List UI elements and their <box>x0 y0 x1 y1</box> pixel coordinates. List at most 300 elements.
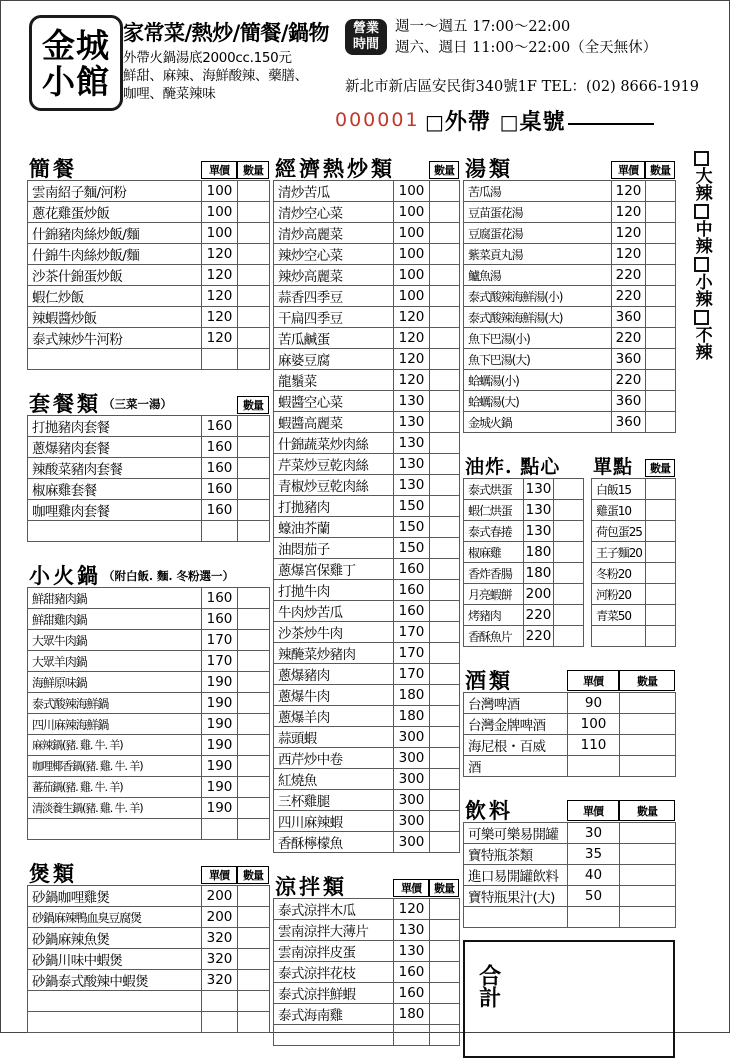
menu-row[interactable] <box>464 500 584 521</box>
item-quantity-input[interactable] <box>238 588 270 609</box>
menu-row[interactable] <box>274 1004 460 1025</box>
item-price: 220 <box>612 328 646 349</box>
item-price: 100 <box>394 223 430 244</box>
menu-row[interactable] <box>274 685 460 706</box>
logo-line-1: 金城 <box>42 25 110 65</box>
item-name: 香酥檸檬魚 <box>274 832 394 853</box>
item-quantity-input[interactable] <box>646 307 676 328</box>
item-price: 100 <box>202 202 238 223</box>
item-quantity-input[interactable] <box>646 584 676 605</box>
spice-checkbox-icon[interactable] <box>694 257 709 272</box>
section-baolei <box>27 854 269 1033</box>
menu-row[interactable] <box>592 584 676 605</box>
menu-row[interactable] <box>274 496 460 517</box>
menu-row[interactable] <box>464 563 584 584</box>
item-quantity-input[interactable] <box>620 756 676 777</box>
menu-row[interactable] <box>28 307 270 328</box>
item-quantity-input[interactable] <box>238 693 270 714</box>
item-name: 泰式辣炒牛河粉 <box>28 328 202 349</box>
menu-row[interactable] <box>464 265 676 286</box>
item-quantity-input[interactable] <box>238 735 270 756</box>
item-quantity-input[interactable] <box>238 479 270 500</box>
item-quantity-input[interactable] <box>430 832 460 853</box>
section-header <box>463 447 583 477</box>
item-price: 170 <box>202 651 238 672</box>
item-quantity-input[interactable] <box>238 328 270 349</box>
menu-row[interactable] <box>592 605 676 626</box>
item-quantity-input[interactable] <box>554 605 584 626</box>
menu-row[interactable] <box>28 458 270 479</box>
item-quantity-input[interactable] <box>238 672 270 693</box>
menu-row[interactable] <box>274 223 460 244</box>
item-quantity-input[interactable] <box>430 223 460 244</box>
item-name: 紅燒魚 <box>274 769 394 790</box>
item-name: 清炒苦瓜 <box>274 181 394 202</box>
item-quantity-input[interactable] <box>620 844 676 865</box>
item-name: 台灣啤酒 <box>464 693 568 714</box>
item-quantity-input[interactable] <box>430 328 460 349</box>
menu-row[interactable] <box>592 563 676 584</box>
item-quantity-input[interactable] <box>238 928 270 949</box>
menu-row[interactable] <box>274 349 460 370</box>
menu-row[interactable] <box>274 181 460 202</box>
item-quantity-input[interactable] <box>554 584 584 605</box>
menu-row[interactable] <box>464 844 676 865</box>
item-quantity-input[interactable] <box>238 949 270 970</box>
menu-table-yinliao <box>463 822 676 928</box>
item-quantity-input[interactable] <box>238 991 270 1012</box>
item-name: 四川麻辣蝦 <box>274 811 394 832</box>
item-quantity-input[interactable] <box>430 265 460 286</box>
item-quantity-input[interactable] <box>646 202 676 223</box>
item-quantity-input[interactable] <box>620 714 676 735</box>
item-name: 蔥爆牛肉 <box>274 685 394 706</box>
menu-row[interactable] <box>28 202 270 223</box>
section-tanglei <box>463 149 675 433</box>
menu-row[interactable] <box>28 1012 270 1033</box>
section-title: 飲料 <box>465 798 513 823</box>
menu-row[interactable] <box>274 580 460 601</box>
item-quantity-input[interactable] <box>238 907 270 928</box>
menu-row[interactable] <box>592 542 676 563</box>
item-quantity-input[interactable] <box>554 500 584 521</box>
item-quantity-input[interactable] <box>238 416 270 437</box>
menu-row[interactable] <box>28 223 270 244</box>
spice-option-0[interactable] <box>684 151 719 201</box>
item-name: 台灣金牌啤酒 <box>464 714 568 735</box>
item-quantity-input[interactable] <box>646 479 676 500</box>
menu-row[interactable] <box>28 181 270 202</box>
item-quantity-input[interactable] <box>238 630 270 651</box>
item-quantity-input[interactable] <box>238 756 270 777</box>
item-name: 椒麻雞 <box>464 542 524 563</box>
item-quantity-input[interactable] <box>238 437 270 458</box>
item-name: 砂鍋川味中蝦煲 <box>28 949 202 970</box>
menu-row[interactable] <box>464 542 584 563</box>
item-quantity-input[interactable] <box>238 521 270 542</box>
menu-row[interactable] <box>464 714 676 735</box>
header-title: 家常菜/熱炒/簡餐/鍋物 <box>123 21 330 45</box>
item-quantity-input[interactable] <box>554 479 584 500</box>
menu-row[interactable] <box>464 328 676 349</box>
menu-row[interactable] <box>274 475 460 496</box>
item-quantity-input[interactable] <box>620 823 676 844</box>
menu-row[interactable] <box>464 391 676 412</box>
menu-row[interactable] <box>592 479 676 500</box>
table-number-input[interactable] <box>568 122 654 125</box>
menu-row[interactable] <box>28 991 270 1012</box>
menu-row[interactable] <box>274 811 460 832</box>
item-price: 130 <box>394 475 430 496</box>
menu-row[interactable] <box>464 756 676 777</box>
header-quantity: 數量 <box>619 670 675 691</box>
total-box[interactable] <box>463 940 675 1058</box>
item-name: 寶特瓶茶類 <box>464 844 568 865</box>
menu-row[interactable] <box>464 735 676 756</box>
item-quantity-input[interactable] <box>646 328 676 349</box>
menu-row[interactable] <box>28 286 270 307</box>
item-quantity-input[interactable] <box>430 496 460 517</box>
item-quantity-input[interactable] <box>238 609 270 630</box>
item-quantity-input[interactable] <box>430 790 460 811</box>
item-quantity-input[interactable] <box>430 517 460 538</box>
item-quantity-input[interactable] <box>238 819 270 840</box>
item-name: 王子麵20 <box>592 542 646 563</box>
item-quantity-input[interactable] <box>430 811 460 832</box>
item-quantity-input[interactable] <box>646 349 676 370</box>
item-quantity-input[interactable] <box>238 886 270 907</box>
item-quantity-input[interactable] <box>238 307 270 328</box>
item-quantity-input[interactable] <box>620 865 676 886</box>
item-quantity-input[interactable] <box>620 735 676 756</box>
menu-row[interactable] <box>274 601 460 622</box>
menu-row[interactable] <box>464 823 676 844</box>
menu-row[interactable] <box>464 349 676 370</box>
item-price: 300 <box>394 790 430 811</box>
section-title: 油炸. 點心 <box>465 456 561 478</box>
item-quantity-input[interactable] <box>430 920 460 941</box>
spice-level-selector <box>679 151 723 363</box>
menu-row[interactable] <box>274 328 460 349</box>
item-quantity-input[interactable] <box>430 1025 460 1046</box>
item-name: 河粉20 <box>592 584 646 605</box>
item-name: 油悶茄子 <box>274 538 394 559</box>
spice-checkbox-icon[interactable] <box>694 310 709 325</box>
item-quantity-input[interactable] <box>646 223 676 244</box>
menu-row[interactable] <box>592 521 676 542</box>
item-quantity-input[interactable] <box>238 714 270 735</box>
item-quantity-input[interactable] <box>430 706 460 727</box>
spice-option-2[interactable] <box>684 257 719 307</box>
item-quantity-input[interactable] <box>238 1012 270 1033</box>
menu-row[interactable] <box>28 756 270 777</box>
item-quantity-input[interactable] <box>620 886 676 907</box>
item-quantity-input[interactable] <box>646 542 676 563</box>
menu-row[interactable] <box>464 521 584 542</box>
menu-row[interactable] <box>274 832 460 853</box>
menu-row[interactable] <box>28 416 270 437</box>
item-quantity-input[interactable] <box>646 605 676 626</box>
item-quantity-input[interactable] <box>646 181 676 202</box>
menu-row[interactable] <box>464 181 676 202</box>
item-price: 120 <box>394 349 430 370</box>
item-quantity-input[interactable] <box>238 798 270 819</box>
item-quantity-input[interactable] <box>238 458 270 479</box>
section-title: 套餐類 <box>29 391 101 416</box>
menu-row[interactable] <box>274 244 460 265</box>
item-quantity-input[interactable] <box>646 244 676 265</box>
spice-checkbox-icon[interactable] <box>694 204 709 219</box>
menu-row[interactable] <box>28 651 270 672</box>
menu-row[interactable] <box>28 609 270 630</box>
menu-row[interactable] <box>28 265 270 286</box>
menu-row[interactable] <box>28 714 270 735</box>
section-title: 單點 <box>593 456 634 478</box>
menu-row[interactable] <box>28 328 270 349</box>
item-quantity-input[interactable] <box>430 538 460 559</box>
item-name: 冬粉20 <box>592 563 646 584</box>
item-quantity-input[interactable] <box>430 941 460 962</box>
item-quantity-input[interactable] <box>238 651 270 672</box>
menu-row[interactable] <box>274 706 460 727</box>
column-right <box>463 149 675 1058</box>
menu-row[interactable] <box>274 286 460 307</box>
item-quantity-input[interactable] <box>430 622 460 643</box>
item-quantity-input[interactable] <box>646 626 676 647</box>
item-quantity-input[interactable] <box>646 265 676 286</box>
item-quantity-input[interactable] <box>646 500 676 521</box>
menu-row[interactable] <box>28 437 270 458</box>
item-quantity-input[interactable] <box>238 286 270 307</box>
item-quantity-input[interactable] <box>646 370 676 391</box>
item-name: 大眾牛肉鍋 <box>28 630 202 651</box>
menu-table-youzha <box>463 478 584 647</box>
item-quantity-input[interactable] <box>430 475 460 496</box>
menu-row[interactable] <box>592 626 676 647</box>
menu-row[interactable] <box>28 479 270 500</box>
menu-row[interactable] <box>464 626 584 647</box>
item-quantity-input[interactable] <box>430 727 460 748</box>
item-quantity-input[interactable] <box>430 899 460 920</box>
menu-row[interactable] <box>274 790 460 811</box>
spice-option-1[interactable] <box>684 204 719 254</box>
takeout-checkbox[interactable]: □ <box>425 110 445 134</box>
item-quantity-input[interactable] <box>430 685 460 706</box>
item-quantity-input[interactable] <box>430 412 460 433</box>
menu-row[interactable] <box>464 286 676 307</box>
menu-row[interactable] <box>28 672 270 693</box>
item-quantity-input[interactable] <box>238 202 270 223</box>
table-label: 桌號 <box>519 109 566 135</box>
menu-row[interactable] <box>274 748 460 769</box>
item-quantity-input[interactable] <box>430 962 460 983</box>
section-header <box>27 556 269 586</box>
item-quantity-input[interactable] <box>430 559 460 580</box>
address-and-phone: 新北市新店區安民街340號1F TEL：(02) 8666-1919 <box>345 79 700 95</box>
menu-row[interactable] <box>274 664 460 685</box>
menu-row[interactable] <box>274 643 460 664</box>
menu-row[interactable] <box>274 1025 460 1046</box>
item-quantity-input[interactable] <box>430 181 460 202</box>
menu-row[interactable] <box>274 202 460 223</box>
menu-row[interactable] <box>28 819 270 840</box>
menu-row[interactable] <box>274 370 460 391</box>
item-name: 泰式烘蛋 <box>464 479 524 500</box>
item-price: 35 <box>568 844 620 865</box>
item-quantity-input[interactable] <box>646 391 676 412</box>
spice-option-3[interactable] <box>684 310 719 360</box>
menu-row[interactable] <box>274 899 460 920</box>
menu-row[interactable] <box>274 769 460 790</box>
item-price: 160 <box>202 416 238 437</box>
menu-row[interactable] <box>28 630 270 651</box>
menu-row[interactable] <box>274 727 460 748</box>
item-quantity-input[interactable] <box>238 777 270 798</box>
table-checkbox[interactable]: □ <box>499 110 520 134</box>
item-quantity-input[interactable] <box>430 286 460 307</box>
item-quantity-input[interactable] <box>646 286 676 307</box>
menu-row[interactable] <box>464 202 676 223</box>
item-name: 辣醃菜炒豬肉 <box>274 643 394 664</box>
item-quantity-input[interactable] <box>646 563 676 584</box>
item-quantity-input[interactable] <box>238 349 270 370</box>
item-name: 沙茶什錦蛋炒飯 <box>28 265 202 286</box>
menu-row[interactable] <box>464 584 584 605</box>
item-quantity-input[interactable] <box>646 521 676 542</box>
menu-row[interactable] <box>28 588 270 609</box>
menu-row[interactable] <box>28 735 270 756</box>
menu-row[interactable] <box>274 962 460 983</box>
menu-row[interactable] <box>464 886 676 907</box>
section-header <box>463 661 675 691</box>
item-quantity-input[interactable] <box>430 433 460 454</box>
menu-row[interactable] <box>464 693 676 714</box>
item-quantity-input[interactable] <box>430 349 460 370</box>
menu-row[interactable] <box>464 412 676 433</box>
menu-row[interactable] <box>464 370 676 391</box>
item-name: 金城火鍋 <box>464 412 612 433</box>
item-quantity-input[interactable] <box>238 181 270 202</box>
menu-row[interactable] <box>274 920 460 941</box>
item-quantity-input[interactable] <box>238 500 270 521</box>
menu-row[interactable] <box>464 223 676 244</box>
menu-row[interactable] <box>274 983 460 1004</box>
menu-row[interactable] <box>274 265 460 286</box>
item-quantity-input[interactable] <box>554 626 584 647</box>
item-price: 130 <box>394 412 430 433</box>
item-name: 打拋豬肉 <box>274 496 394 517</box>
item-quantity-input[interactable] <box>620 693 676 714</box>
section-taocan <box>27 384 269 542</box>
column-middle <box>273 149 459 1046</box>
item-price: 160 <box>202 588 238 609</box>
item-price: 120 <box>202 307 238 328</box>
item-quantity-input[interactable] <box>238 265 270 286</box>
item-name: 麻婆豆腐 <box>274 349 394 370</box>
item-quantity-input[interactable] <box>620 907 676 928</box>
section-note: （附白飯. 麵. 冬粉選一） <box>103 569 235 583</box>
item-price: 300 <box>394 769 430 790</box>
menu-row[interactable] <box>464 479 584 500</box>
section-title: 酒類 <box>465 668 513 693</box>
item-quantity-input[interactable] <box>430 748 460 769</box>
item-quantity-input[interactable] <box>238 223 270 244</box>
section-column-headers <box>393 879 459 897</box>
item-quantity-input[interactable] <box>430 769 460 790</box>
item-name: 魚下巴湯(小) <box>464 328 612 349</box>
item-quantity-input[interactable] <box>430 601 460 622</box>
menu-row[interactable] <box>274 517 460 538</box>
item-quantity-input[interactable] <box>430 307 460 328</box>
section-title: 湯類 <box>465 156 513 181</box>
menu-row[interactable] <box>592 500 676 521</box>
menu-row[interactable] <box>28 521 270 542</box>
menu-row[interactable] <box>28 907 270 928</box>
menu-row[interactable] <box>28 693 270 714</box>
item-quantity-input[interactable] <box>430 454 460 475</box>
menu-row[interactable] <box>274 941 460 962</box>
menu-row[interactable] <box>28 928 270 949</box>
item-quantity-input[interactable] <box>430 983 460 1004</box>
item-quantity-input[interactable] <box>554 521 584 542</box>
spice-checkbox-icon[interactable] <box>694 151 709 166</box>
item-quantity-input[interactable] <box>554 563 584 584</box>
menu-row[interactable] <box>274 454 460 475</box>
menu-row[interactable] <box>28 886 270 907</box>
menu-row[interactable] <box>28 970 270 991</box>
menu-row[interactable] <box>274 622 460 643</box>
menu-row[interactable] <box>464 307 676 328</box>
menu-row[interactable] <box>274 307 460 328</box>
menu-row[interactable] <box>28 349 270 370</box>
item-quantity-input[interactable] <box>430 643 460 664</box>
menu-row[interactable] <box>464 907 676 928</box>
item-quantity-input[interactable] <box>554 542 584 563</box>
header-unit-price: 單價 <box>201 866 237 884</box>
item-quantity-input[interactable] <box>238 244 270 265</box>
item-quantity-input[interactable] <box>430 391 460 412</box>
menu-row[interactable] <box>28 949 270 970</box>
item-quantity-input[interactable] <box>430 664 460 685</box>
order-type-options <box>425 105 654 136</box>
menu-row[interactable] <box>274 433 460 454</box>
menu-row[interactable] <box>28 244 270 265</box>
item-quantity-input[interactable] <box>430 1004 460 1025</box>
menu-row[interactable] <box>464 244 676 265</box>
item-quantity-input[interactable] <box>430 244 460 265</box>
item-quantity-input[interactable] <box>646 412 676 433</box>
item-quantity-input[interactable] <box>430 370 460 391</box>
item-quantity-input[interactable] <box>430 202 460 223</box>
menu-row[interactable] <box>464 865 676 886</box>
item-price: 190 <box>202 693 238 714</box>
menu-row[interactable] <box>274 412 460 433</box>
menu-row[interactable] <box>274 559 460 580</box>
menu-row[interactable] <box>274 538 460 559</box>
menu-row[interactable] <box>274 391 460 412</box>
header-quantity: 數量 <box>645 161 675 179</box>
section-header <box>27 854 269 884</box>
menu-row[interactable] <box>28 777 270 798</box>
item-quantity-input[interactable] <box>430 580 460 601</box>
item-price: 120 <box>202 328 238 349</box>
menu-row[interactable] <box>28 500 270 521</box>
item-price: 320 <box>202 970 238 991</box>
menu-row[interactable] <box>464 605 584 626</box>
item-quantity-input[interactable] <box>238 970 270 991</box>
menu-row[interactable] <box>28 798 270 819</box>
item-price <box>568 907 620 928</box>
